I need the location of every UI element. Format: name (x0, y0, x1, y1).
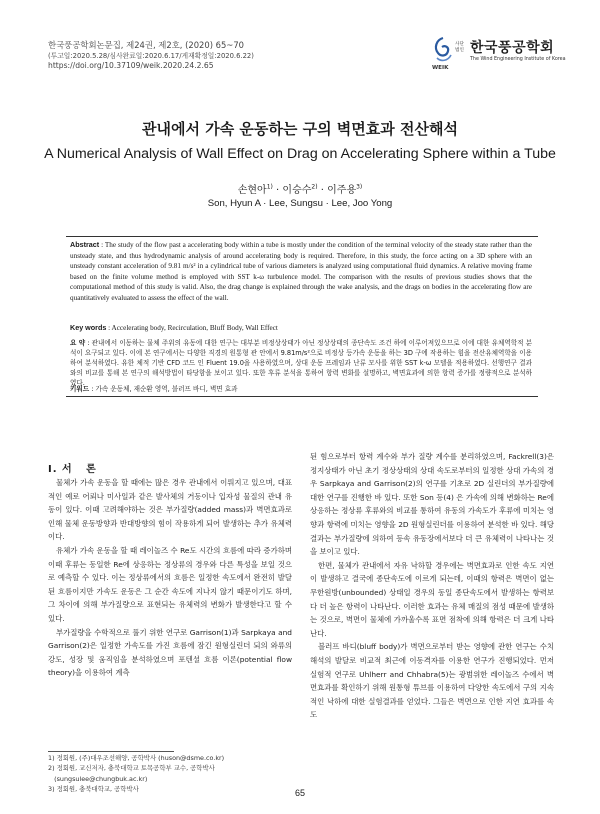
abstract-box (66, 236, 538, 397)
author-separator: · (272, 185, 283, 196)
journal-citation: 한국풍공학회논문집, 제24권, 제2호, (2020) 65~70 (48, 40, 244, 50)
right-column (310, 450, 554, 722)
authors-english: Son, Hyun A · Lee, Sungsu · Lee, Joo Yong (207, 198, 393, 209)
paragraph: 블러프 바디(bluff body)가 벽면으로부터 받는 영향에 관한 연구는 수치 해석의 발달로 비교적 최근에 이동격자를 이용한 연구가 진행되었다. 먼저 실험적 연구로 Uhlherr and Chhabra(5)는 광범위한 레이놀즈 수에서 벽면효과를 확인하기 위해 원통형 튜브를 이용하여 다양한 속도에서 구의 지속적인 낙하에 대한 실험결과를 얻었다. 그들은 벽면으로 인한 지연 효과를 속도 (310, 642, 554, 720)
paragraph: 물체가 가속 운동을 할 때에는 많은 경우 관내에서 이뤄지고 있으며, 대표적인 예로 어뢰나 미사일과 같은 발사체의 거동이나 입자성 물질의 관내 유동이 있다. 이때 고려해야하는 것은 부가질량(added mass)과 벽면효과로 인해 물체 운동방향과 반대방향의 힘이 작용하게 되어 발생하는 추가 유체력이다. (48, 478, 292, 542)
section-number: I. (48, 464, 58, 475)
logo-corp-mark: 사단 법인 (455, 42, 464, 53)
footnote: 1) 정회원, (주)대우조선해양, 공학박사 (huson@dsme.co.kr) (48, 754, 225, 762)
journal-header (48, 40, 378, 71)
abstract-label: Abstract (70, 240, 100, 249)
author-name: 이승수 (282, 185, 312, 196)
paragraph: 된 힘으로부터 항력 계수와 부가 질량 계수를 분리하였으며, Fackrell(3)은 정지상태가 아닌 초기 정상상태의 상대 속도로부터의 일정한 상대 가속의 경우 Sarpkaya and Garrison(2)의 연구를 기초로 2D 실린더의 부가질량에 대한 연구를 진행한 바 있다. 또한 Son 등(4) 은 가속에 의해 변화하는 Re에 상응하는 정상류 후류와의 비교를 통하여 유동의 가속도가 후류에 미치는 영향과 항력에 미치는 영향을 2D 원형실린더를 이용하여 분석한 바 있다. 해당 결과는 부가질량에 의하여 등속 유동장에서보다 더 큰 유체력이 나타나는 것을 보이고 있다. (310, 452, 554, 557)
paragraph: 한편, 물체가 관내에서 자유 낙하할 경우에는 벽면효과로 인한 속도 지연이 발생하고 결국에 종단속도에 이르게 되는데, 이때의 항력은 벽면이 없는 무한원방(unbounded) 상태일 경우의 동일 종단속도에서 발생하는 항력보다 더 높은 항력이 나타난다. 이러한 효과는 유체 매질의 점성 때문에 발생하는 것으로, 벽면이 물체에 가까울수록 표면 점착에 의해 항력은 더 크게 나타난다. (310, 560, 554, 638)
author-separator: · (317, 185, 328, 196)
footnote: 2) 정회원, 교신저자, 충북대학교 토목공학부 교수, 공학박사 (48, 764, 215, 773)
keywords-korean (70, 384, 532, 394)
keywords-english (70, 323, 532, 333)
paragraph: 유체가 가속 운동을 할 때 레이놀즈 수 Re도 시간의 흐름에 따라 증가하며 이때 후류는 동일한 Re에 상응하는 정상류의 경우와 다른 특성을 보일 것으로 예측할 수 있다. 이는 정상류에서의 흐름은 일정한 속도에서 완전히 발달된 흐름이지만 가속도 운동은 그 순간 속도에 지나지 않기 때문이기도 하며, 그 차이에 의해 부가질량으로 표현되는 유체력의 변화가 발생한다고 할 수 있다. (48, 545, 292, 623)
footnote-divider (48, 751, 174, 752)
doi-link[interactable]: https://doi.org/10.37109/weik.2020.24.2.65 (48, 61, 214, 70)
footnote: 3) 정회원, 충북대학교, 공학박사 (48, 785, 139, 794)
author-affil: 3) (356, 183, 363, 191)
society-logo (432, 36, 566, 76)
wind-swirl-icon (432, 36, 454, 64)
author-name: 손현아 (237, 185, 267, 196)
abstract-korean-label: 요 약 (70, 339, 86, 347)
logo-abbreviation: WEIK (432, 65, 449, 71)
keywords-english-text: : Accelerating body, Recirculation, Bluff Body, Wall Effect (108, 324, 278, 332)
abstract-english (70, 240, 532, 304)
keywords-korean-text: : 가속 운동체, 재순환 영역, 블러프 바디, 벽면 효과 (91, 385, 238, 393)
abstract-korean-text: : 관내에서 이동하는 물체 주위의 유동에 대한 연구는 대부분 비정상상태가 아닌 정상상태의 종단속도 조건 하에 이루어져있으므로 이에 대한 유체역학적 분석이 요구되고 있다. 이에 본 연구에서는 다양한 직경의 원통형 관 안에서 9.81m/s²으로 비정상 등가속 운동을 하는 3D 구에 작용하는 힘을 전산유체역학을 이용하여 분석하였다. 유한 체적 기반 CFD 코드 인 Fluent 19.0을 사용하였으며, 상대 운동 프레임과 난류 모사를 위한 SST k-ω 모델을 적용하였다. 선행연구 결과와의 비교를 통해 본 연구의 해석방법이 타당함을 보이고 있다. 또한 후류 분석을 통하여 항력 변화를 설명하고, 벽면효과에 의한 항력 증가를 정량적으로 분석하였다. (70, 339, 532, 387)
keywords-korean-label: 키워드 (70, 385, 90, 393)
author-affil: 1) (266, 183, 273, 191)
keywords-label: Key words (70, 323, 107, 332)
abstract-korean (70, 338, 532, 388)
author-affil: 2) (311, 183, 318, 191)
section-title: 서 론 (62, 464, 97, 475)
authors-korean (0, 181, 600, 196)
paragraph: 부가질량을 수학적으로 풀기 위한 연구로 Garrison(1)과 Sarpkaya and Garrison(2)은 일정한 가속도를 가진 흐름에 잠긴 원형실린더 되의 와류의 강도, 성장 및 움직임을 분석하였으며 포텐셜 흐름 이론(potential flow theory)을 이용하여 계측 (48, 627, 292, 678)
section-heading (48, 460, 97, 475)
title-english: A Numerical Analysis of Wall Effect on Drag on Accelerating Sphere within a Tube (44, 146, 556, 162)
author-name: 이주용 (327, 185, 357, 196)
footnote: (sungsulee@chungbuk.ac.kr) (48, 774, 148, 783)
title-korean: 관내에서 가속 운동하는 구의 벽면효과 전산해석 (142, 120, 458, 138)
abstract-english-text: : The study of the flow past a accelerating body within a tube is mostly under the condition of the terminal velocity of the steady state rather than the unsteady state, and thus hydrodynamic analysis of around accelerating body is required. Therefore, in this study, the force acting on a 3D sphere with an unsteady constant acceleration of 9.81 m/s² in a cylindrical tube of various diameters is analyzed using computational fluid dynamics. A relative moving frame based on the finite volume method is employed with SST k-ω turbulence model. The comparison with the results of previous studies shows that the computational method of this study is valid. Also, the drag change is explained through the wake analysis, and the drags on bodies in the accelerating flow are quantitatively evaluated to assess the effect of the wall. (70, 241, 532, 302)
submission-dates: (투고일:2020.5.28/심사완료일:2020.6.17/게재확정일:2020.6.22) (48, 52, 254, 60)
page-number: 65 (294, 788, 305, 798)
logo-org-english: The Wind Engineering Institute of Korea (470, 57, 566, 62)
logo-org-name: 한국풍공학회 (470, 40, 555, 56)
